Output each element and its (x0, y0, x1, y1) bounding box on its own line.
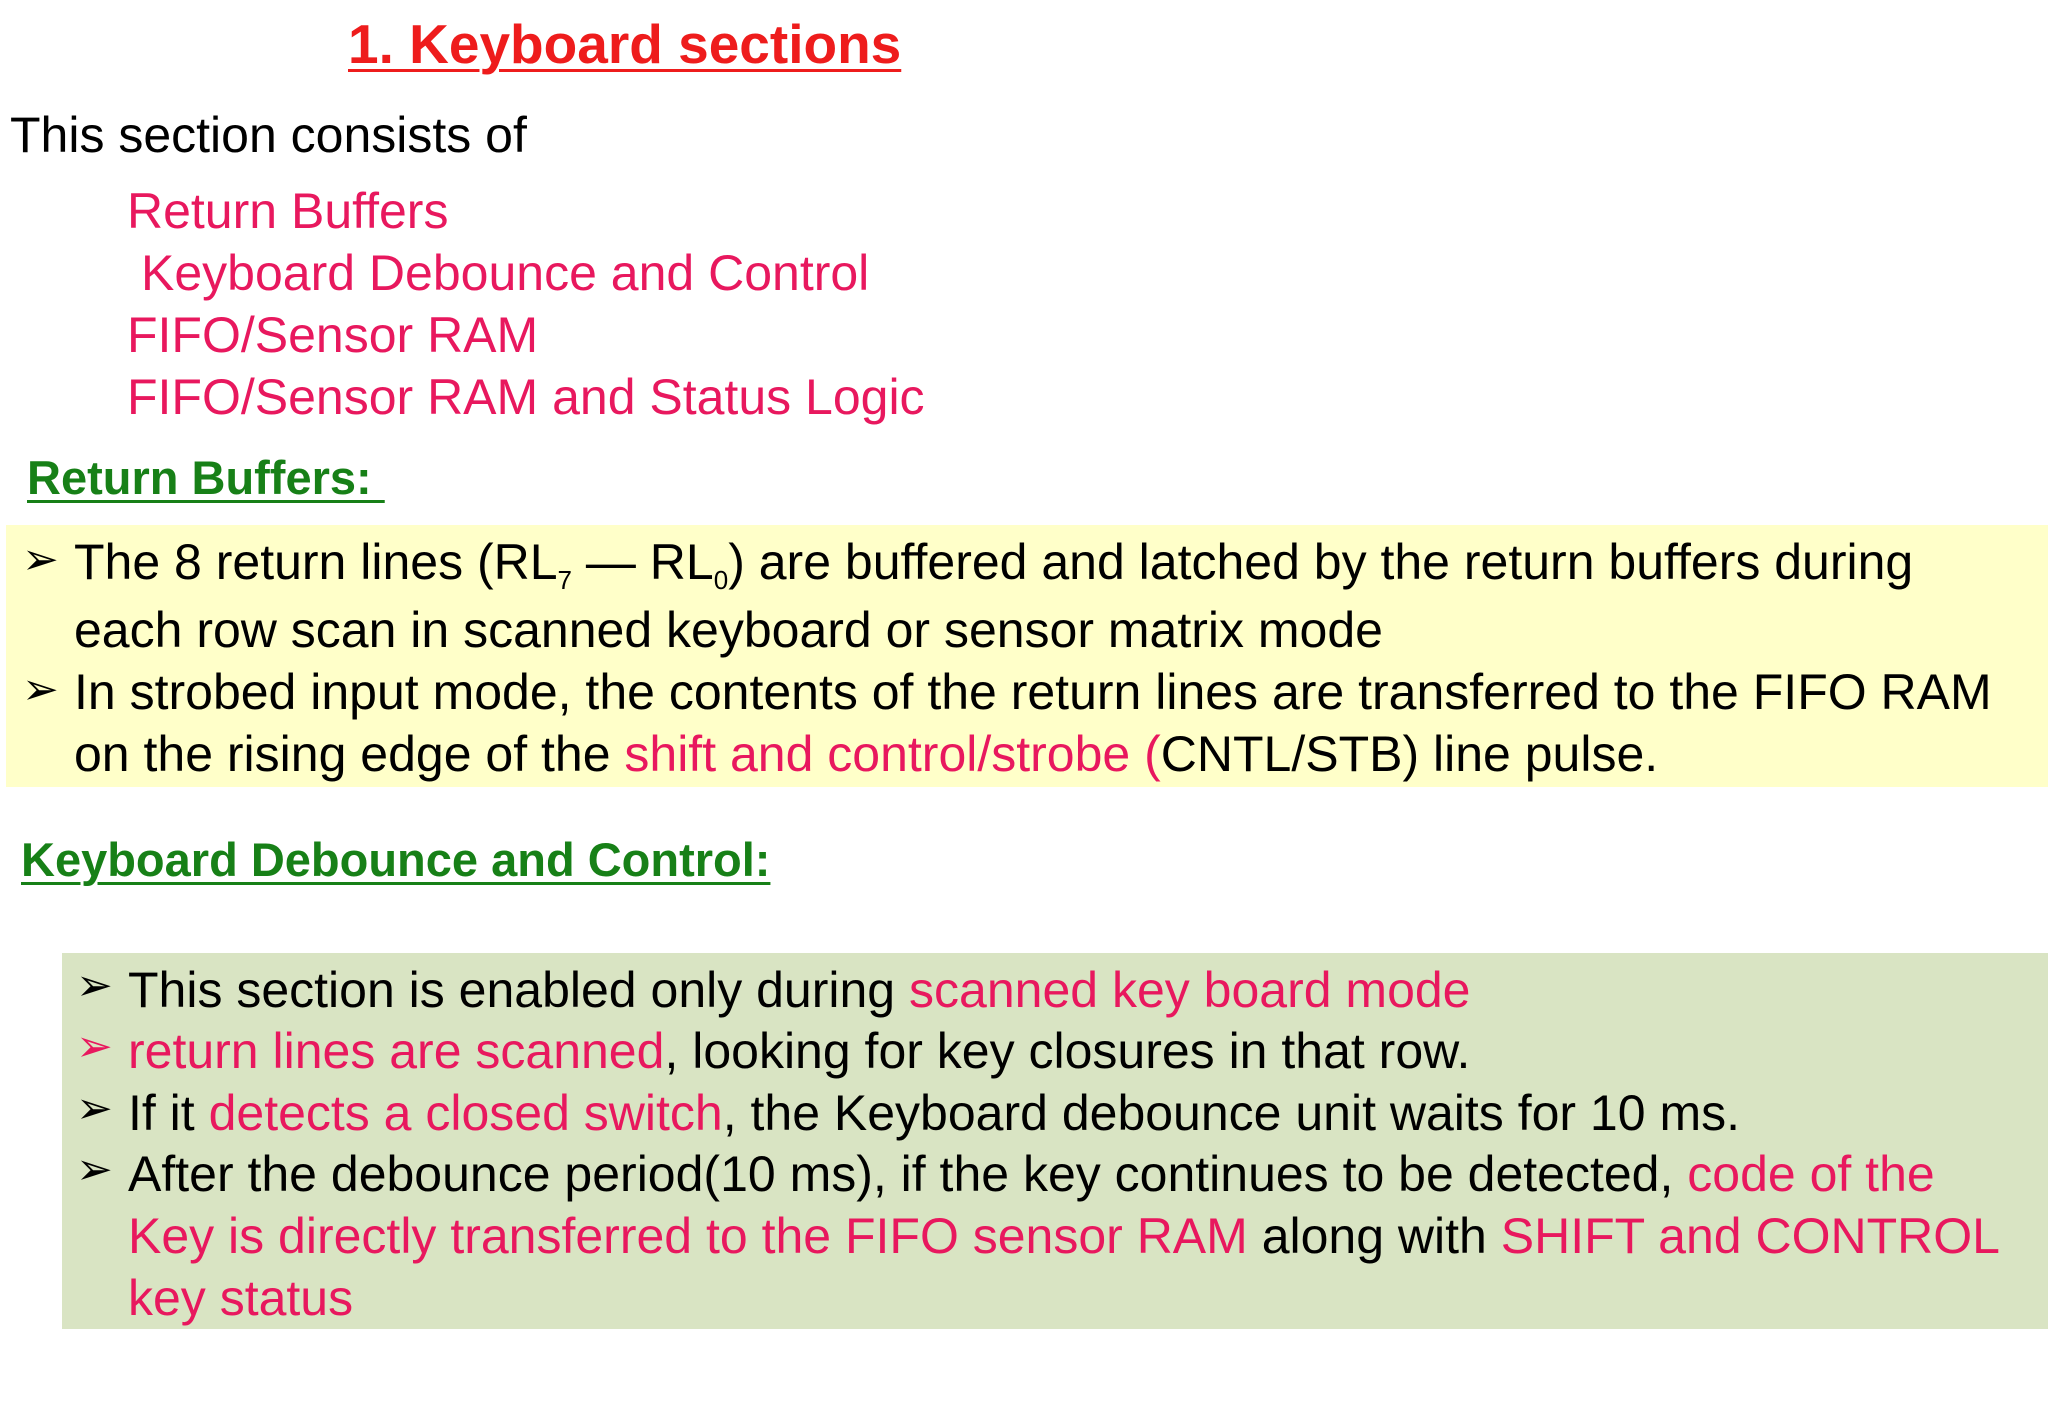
debounce-bullet-3: If it detects a closed switch, the Keyboard debounce unit waits for 10 ms. (128, 1085, 1740, 1141)
return-buffers-heading: Return Buffers: (27, 451, 385, 504)
debounce-bullet-4-line-1: After the debounce period(10 ms), if the key continues to be detected, code of the (128, 1146, 1935, 1202)
debounce-bullet-1: This section is enabled only during scanned key board mode (128, 962, 1471, 1018)
return-buffers-bullet-1-line-2: each row scan in scanned keyboard or sensor matrix mode (74, 602, 1383, 658)
debounce-bullet-4-line-3: key status (128, 1270, 354, 1326)
list-item: FIFO/Sensor RAM and Status Logic (127, 369, 925, 425)
arrow-bullet-icon: ➢ (76, 1145, 113, 1194)
list-item: Keyboard Debounce and Control (141, 245, 870, 301)
list-item: FIFO/Sensor RAM (127, 307, 539, 363)
return-buffers-bullet-1-line-1: The 8 return lines ($RL_7$ — $RL_0$) are buffered and latched by the return buffers during (74, 534, 1914, 595)
return-buffers-bullet-2-line-1: In strobed input mode, the contents of the return lines are transferred to the FIFO RAM (74, 664, 1992, 720)
arrow-bullet-icon: ➢ (76, 1022, 113, 1071)
intro-text: This section consists of (10, 107, 527, 163)
arrow-bullet-icon: ➢ (22, 535, 59, 584)
arrow-bullet-icon: ➢ (22, 665, 59, 714)
arrow-bullet-icon: ➢ (76, 961, 113, 1010)
section-list (127, 180, 925, 428)
debounce-bullet-2: return lines are scanned, looking for key closures in that row. (128, 1023, 1471, 1079)
arrow-bullet-icon: ➢ (76, 1084, 113, 1133)
list-item: Return Buffers (127, 183, 449, 239)
debounce-heading: Keyboard Debounce and Control: (21, 833, 771, 886)
page-title: 1. Keyboard sections (348, 13, 902, 75)
return-buffers-bullet-2-line-2: on the rising edge of the shift and control/strobe (CNTL/STB) line pulse. (74, 726, 1659, 782)
debounce-bullet-4-line-2: Key is directly transferred to the FIFO sensor RAM along with SHIFT and CONTROL (128, 1208, 2000, 1264)
